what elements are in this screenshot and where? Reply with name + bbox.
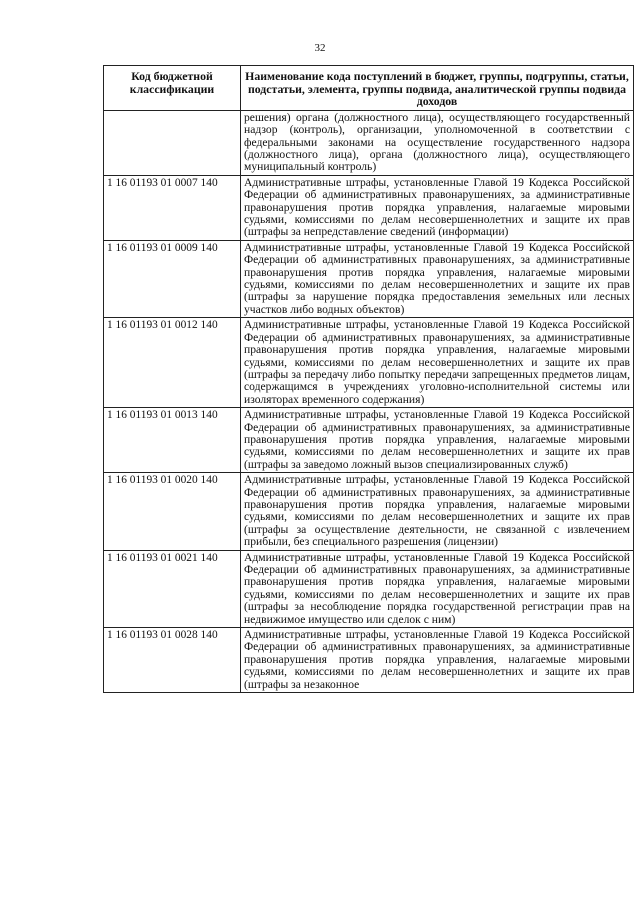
table-row — [104, 175, 634, 240]
table-row — [104, 628, 634, 693]
table-row — [104, 318, 634, 408]
row-code: 1 16 01193 01 0028 140 — [104, 628, 241, 693]
table-row — [104, 240, 634, 317]
row-code: 1 16 01193 01 0021 140 — [104, 550, 241, 627]
row-name: Административные штрафы, установленные Главой 19 Кодекса Российской Федерации об административных правонарушениях, за административные правонарушения против порядка управления, налагаемые мировыми судьями, комиссиями по делам несовершеннолетних и защите их прав (штрафы за нарушение порядка предоставления земельных или лесных участков либо водных объектов) — [241, 240, 634, 317]
table-row — [104, 550, 634, 627]
header-code: Код бюджетной классификации — [104, 66, 241, 111]
table-row — [104, 110, 634, 175]
table-header-row — [104, 66, 634, 111]
row-name: Административные штрафы, установленные Главой 19 Кодекса Российской Федерации об административных правонарушениях, за административные правонарушения против порядка управления, налагаемые мировыми судьями, комиссиями по делам несовершеннолетних и защите их прав (штрафы за передачу либо попытку передачи запрещенных предметов лицам, содержащимся в учреждениях уголовно-исполнительной системы или изоляторах временного содержания) — [241, 318, 634, 408]
budget-classification-table — [103, 65, 634, 693]
row-code: 1 16 01193 01 0013 140 — [104, 408, 241, 473]
table-row — [104, 408, 634, 473]
row-name: решения) органа (должностного лица), осуществляющего государственный надзор (контроль), организации, уполномоченной в соответствии с федеральными законами на осуществление государственного надзора (должностного лица), органа (должностного лица), осуществляющего муниципальный контроль) — [241, 110, 634, 175]
row-name: Административные штрафы, установленные Главой 19 Кодекса Российской Федерации об административных правонарушениях, за административные правонарушения против порядка управления, налагаемые мировыми судьями, комиссиями по делам несовершеннолетних и защите их прав (штрафы за заведомо ложный вызов специализированных служб) — [241, 408, 634, 473]
row-code: 1 16 01193 01 0007 140 — [104, 175, 241, 240]
row-code — [104, 110, 241, 175]
row-name: Административные штрафы, установленные Главой 19 Кодекса Российской Федерации об административных правонарушениях, за административные правонарушения против порядка управления, налагаемые мировыми судьями, комиссиями по делам несовершеннолетних и защите их прав (штрафы за осуществление деятельности, не связанной с извлечением прибыли, без специального разрешения (лицензии) — [241, 473, 634, 550]
table-row — [104, 473, 634, 550]
row-code: 1 16 01193 01 0020 140 — [104, 473, 241, 550]
row-code: 1 16 01193 01 0012 140 — [104, 318, 241, 408]
row-name: Административные штрафы, установленные Главой 19 Кодекса Российской Федерации об административных правонарушениях, за административные правонарушения против порядка управления, налагаемые мировыми судьями, комиссиями по делам несовершеннолетних и защите их прав (штрафы за незаконное — [241, 628, 634, 693]
row-code: 1 16 01193 01 0009 140 — [104, 240, 241, 317]
header-name: Наименование кода поступлений в бюджет, группы, подгруппы, статьи, подстатьи, элемента, группы подвида, аналитической группы подвида доходов — [241, 66, 634, 111]
row-name: Административные штрафы, установленные Главой 19 Кодекса Российской Федерации об административных правонарушениях, за административные правонарушения против порядка управления, налагаемые мировыми судьями, комиссиями по делам несовершеннолетних и защите их прав (штрафы за непредставление сведений (информации) — [241, 175, 634, 240]
page-number: 32 — [314, 42, 326, 54]
row-name: Административные штрафы, установленные Главой 19 Кодекса Российской Федерации об административных правонарушениях, за административные правонарушения против порядка управления, налагаемые мировыми судьями, комиссиями по делам несовершеннолетних и защите их прав (штрафы за несоблюдение порядка государственной регистрации прав на недвижимое имущество или сделок с ним) — [241, 550, 634, 627]
